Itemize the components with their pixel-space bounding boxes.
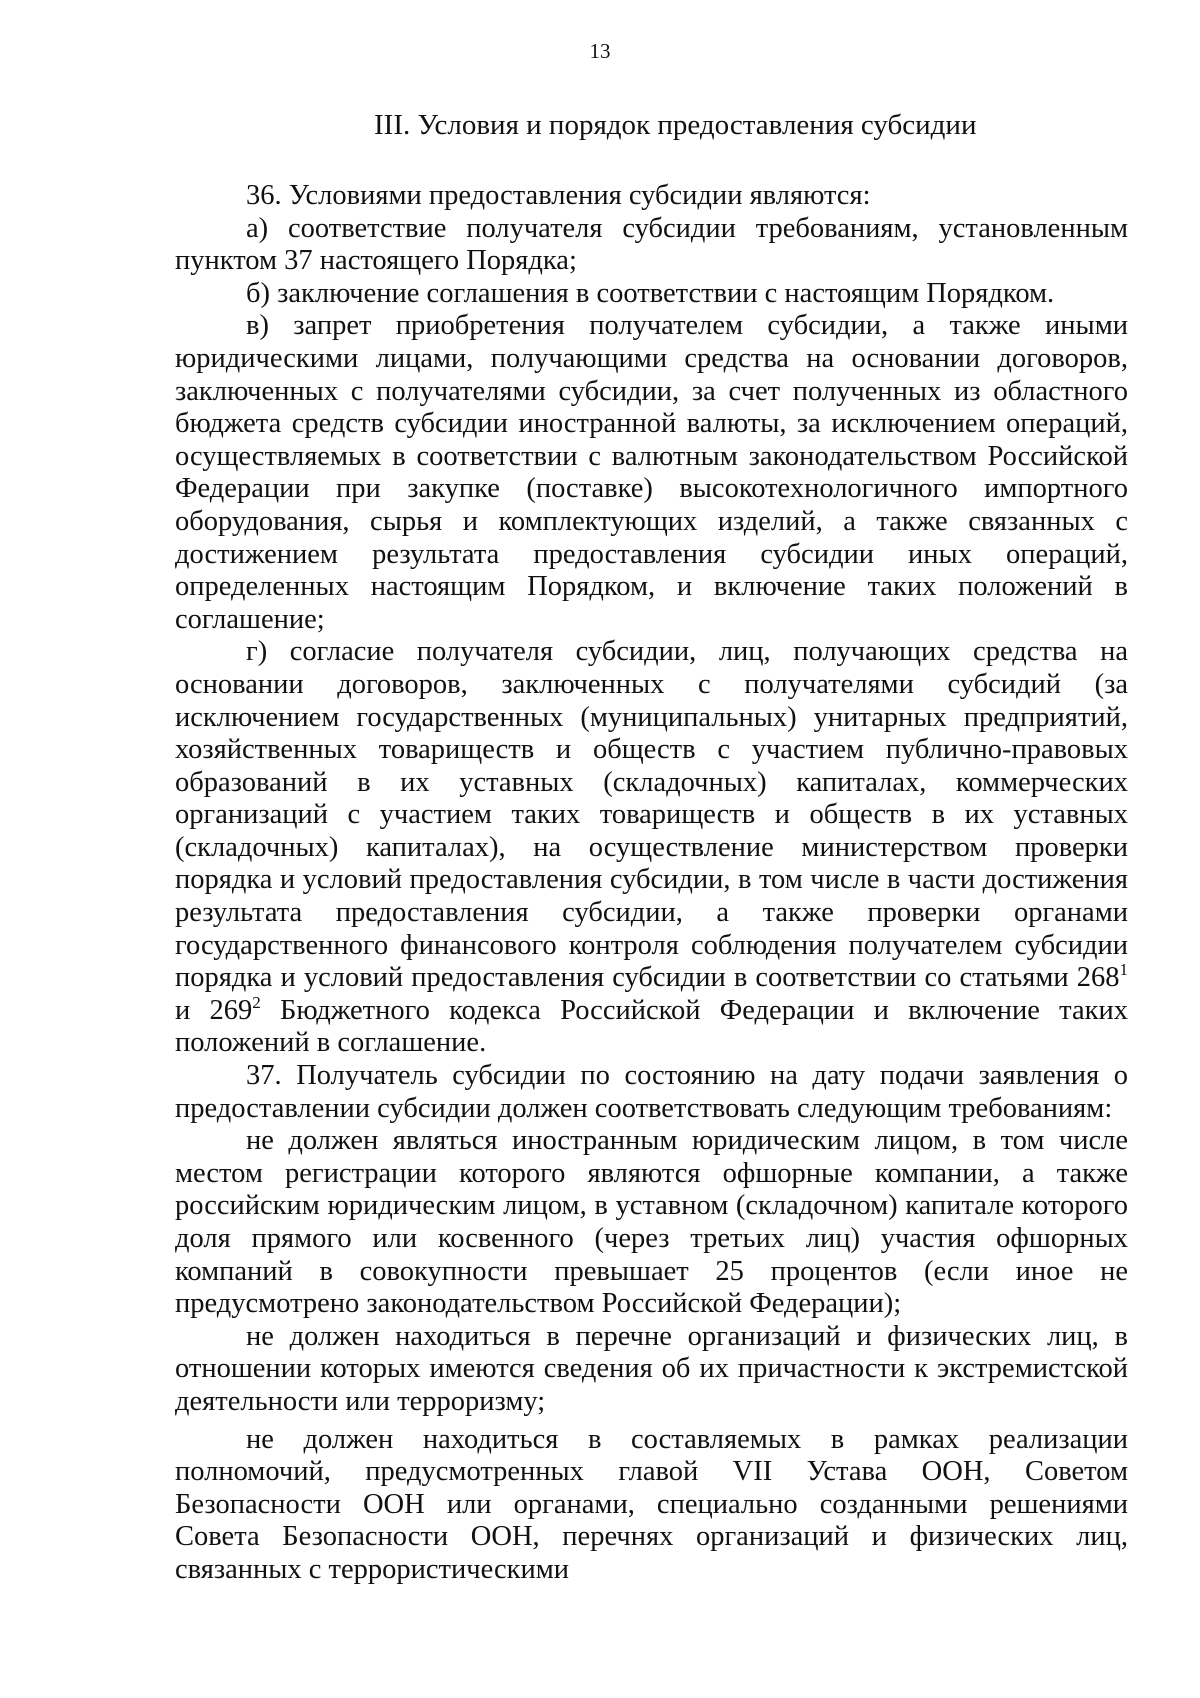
paragraph-37-requirement-3: не должен находиться в составляемых в рамках реализации полномочий, предусмотренных главой VII Устава ООН, Советом Безопасности ООН или органами, специально созданными решениями Совета Безопасности ООН, перечнях организаций и физических лиц, связанных с террористическими [175, 1423, 1128, 1585]
page-number: 13 [589, 39, 611, 63]
superscript-1: 1 [1119, 960, 1128, 980]
paragraph-37-requirement-2: не должен находиться в перечне организаций и физических лиц, в отношении которых имеются сведения об их причастности к экстремистской деятельности или терроризму; [175, 1320, 1128, 1417]
paragraph-36-g-text-3: Бюджетного кодекса Российской Федерации и включение таких положений в соглашение. [175, 994, 1128, 1059]
paragraph-37: 37. Получатель субсидии по состоянию на дату подачи заявления о предоставлении субсидии должен соответствовать следующим требованиям: [175, 1060, 1128, 1124]
paragraph-36: 36. Условиями предоставления субсидии являются: [246, 180, 871, 211]
paragraph-36-v: в) запрет приобретения получателем субсидии, а также иными юридическими лицами, получающими средства на основании договоров, заключенных с получателями субсидии, за счет полученных из областного бюджета средств субсидии иностранной валюты, за исключением операций, осуществляемых в соответствии с валютным законодательством Российской Федерации при закупке (поставке) высокотехнологичного импортного оборудования, сырья и комплектующих изделий, а также связанных с достижением результата предоставления субсидии иных операций, определенных настоящим Порядком, и включение таких положений в соглашение; [175, 310, 1128, 635]
paragraph-36-g-text-2: и 269 [175, 994, 253, 1026]
superscript-2: 2 [252, 992, 261, 1012]
paragraph-36-g-text-1: г) согласие получателя субсидии, лиц, получающих средства на основании договоров, заключенных с получателями субсидий (за исключением государственных (муниципальных) унитарных предприятий, хозяйственных товариществ и обществ с участием публично-правовых образований в их уставных (складочных) капиталах, коммерческих организаций с участием таких товариществ и обществ в их уставных (складочных) капиталах), на осуществление министерством проверки порядка и условий предоставления субсидии, в том числе в части достижения результата предоставления субсидии, а также проверки органами государственного финансового контроля соблюдения получателем субсидии порядка и условий предоставления субсидии в соответствии со статьями 268 [175, 636, 1128, 994]
section-title: III. Условия и порядок предоставления субсидии [374, 109, 977, 141]
document-body [175, 180, 1128, 1587]
paragraph-36-a: а) соответствие получателя субсидии требованиям, установленным пунктом 37 настоящего Порядка; [175, 212, 1128, 277]
paragraph-36-b: б) заключение соглашения в соответствии с настоящим Порядком. [246, 277, 1055, 309]
paragraph-37-requirement-1: не должен являться иностранным юридическим лицом, в том числе местом регистрации которого являются офшорные компании, а также российским юридическим лицом, в уставном (складочном) капитале которого доля прямого или косвенного (через третьих лиц) участия офшорных компаний в совокупности превышает 25 процентов (если иное не предусмотрено законодательством Российской Федерации); [175, 1125, 1128, 1320]
paragraph-36-g [175, 636, 1128, 1060]
